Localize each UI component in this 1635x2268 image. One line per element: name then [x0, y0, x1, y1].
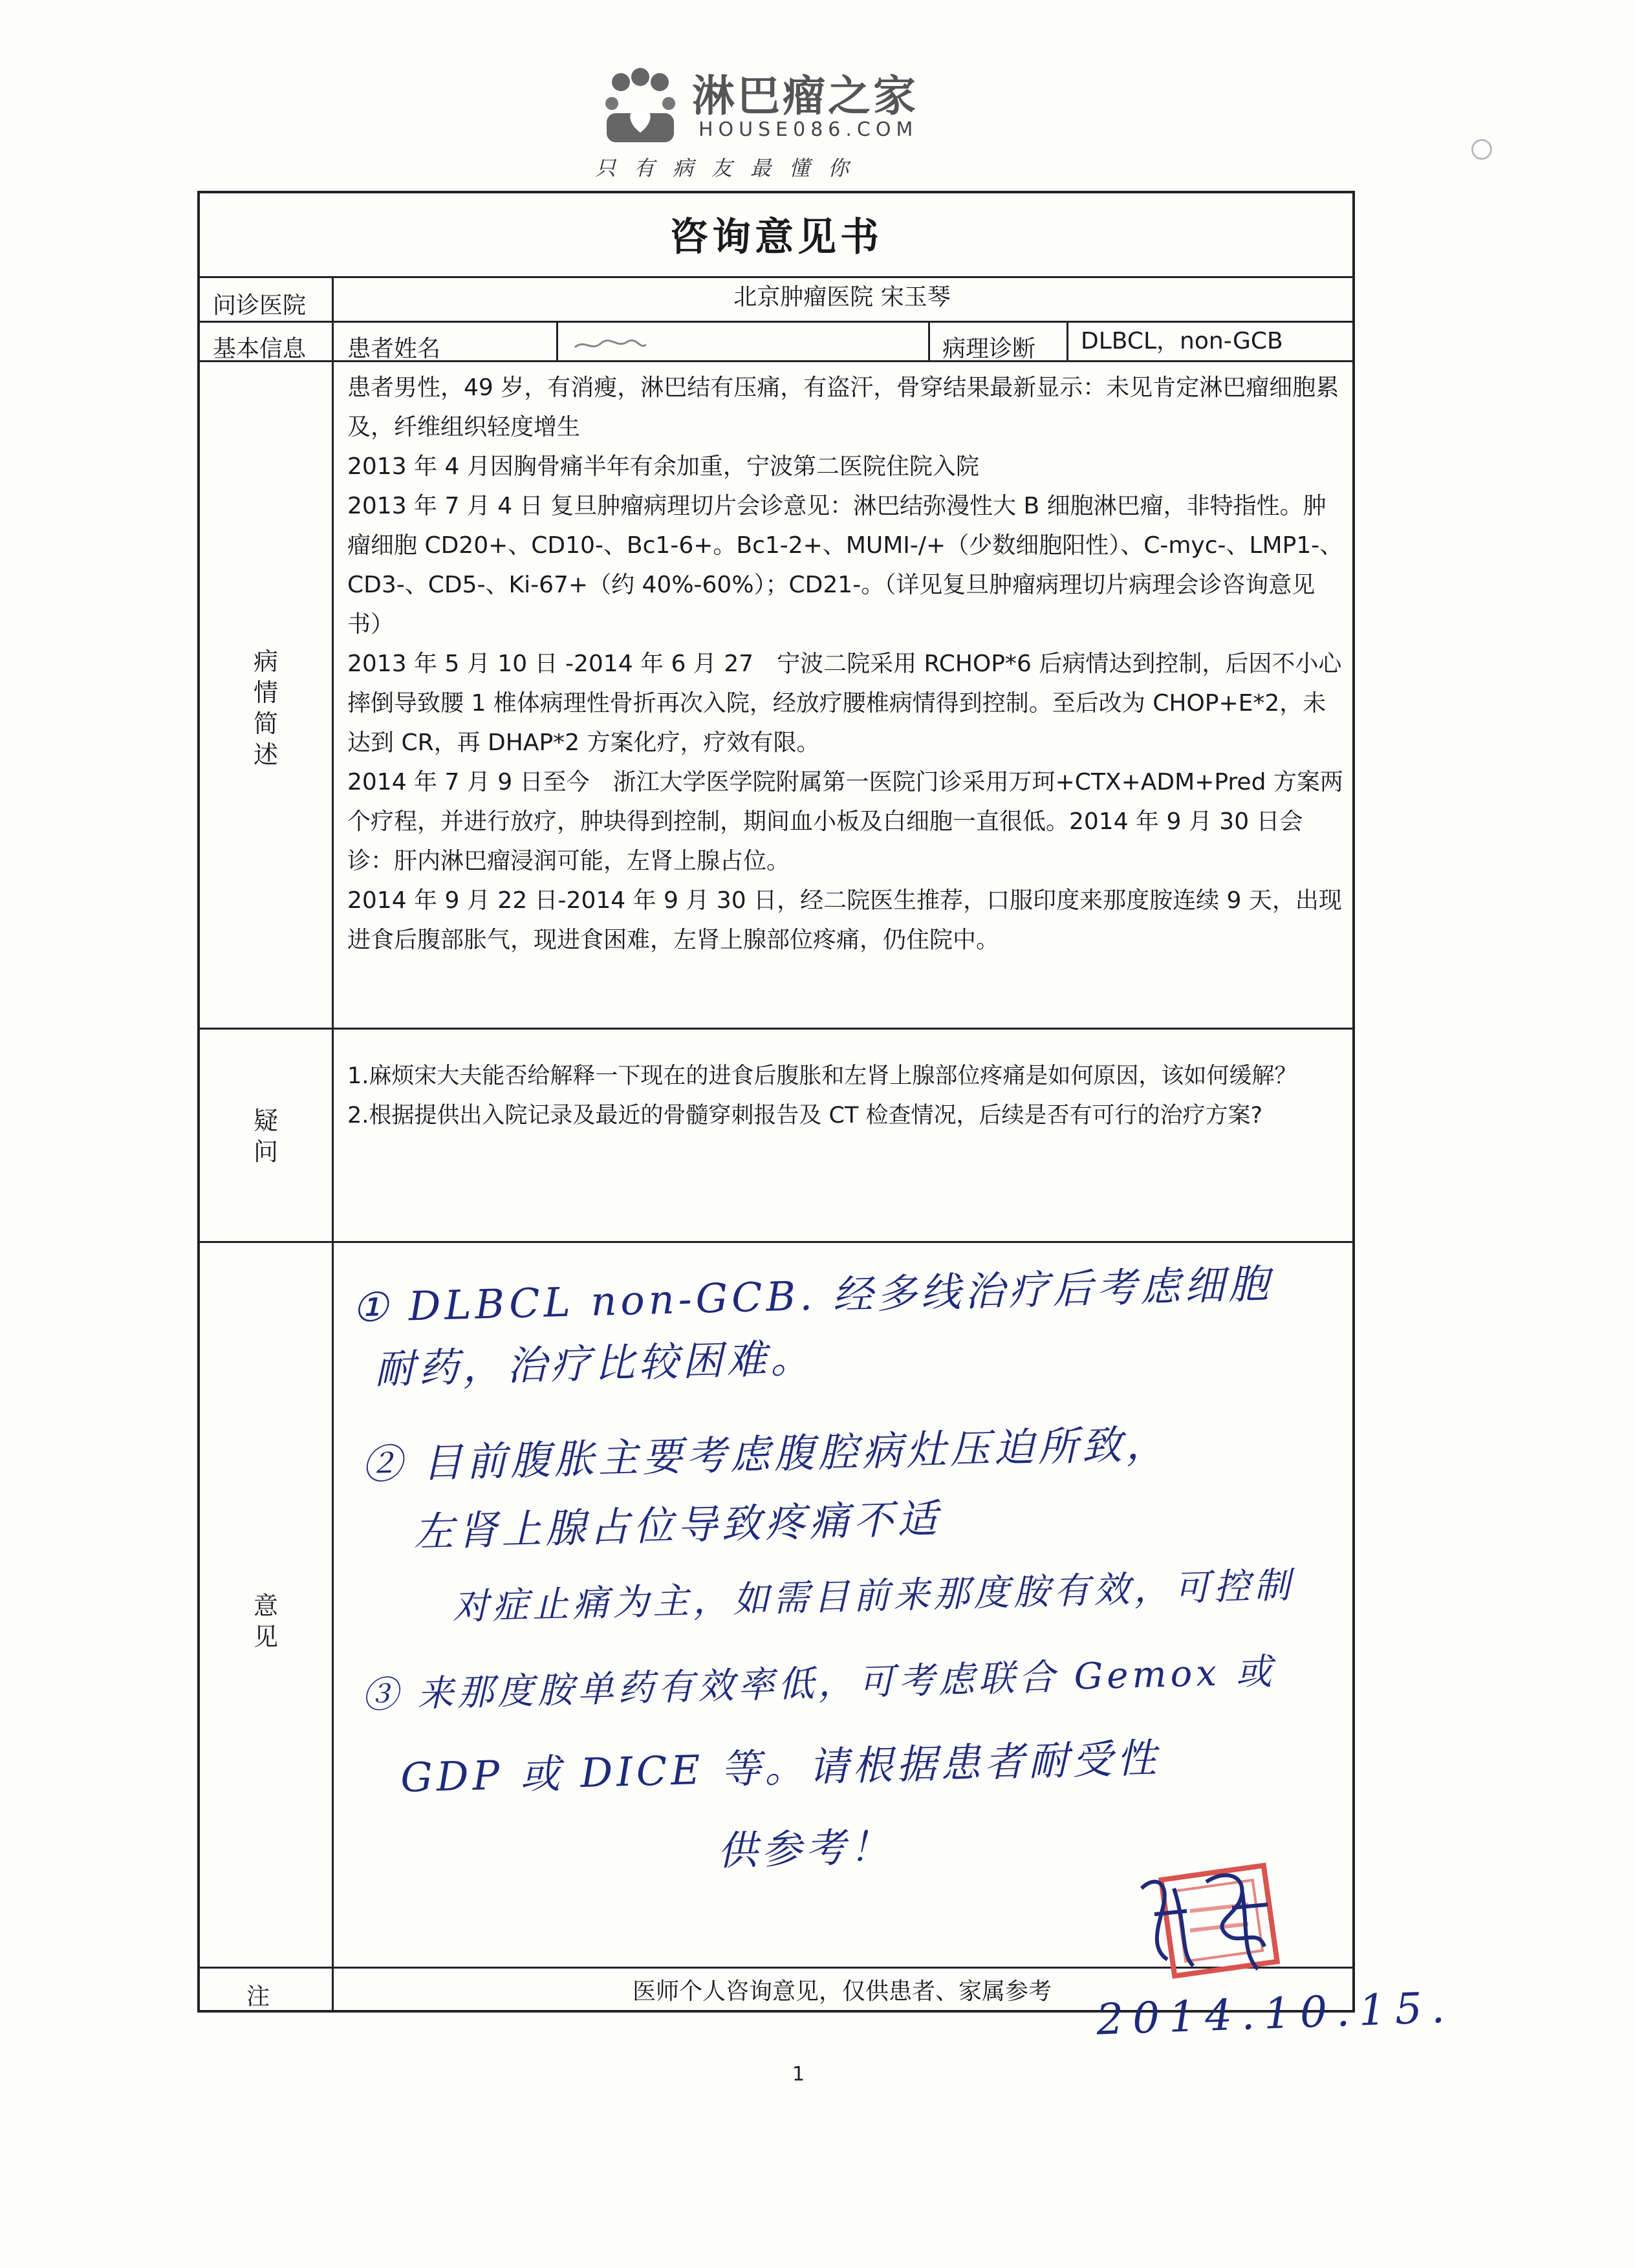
column-divider: [1067, 321, 1068, 360]
condition-paragraph: 2013 年 7 月 4 日 复旦肿瘤病理切片会诊意见：淋巴结弥漫性大 B 细胞淋巴瘤，非特指性。肿瘤细胞 CD20+、CD10-、Bc1-6+。Bc1-2+、MUMI-/+（少数细胞阳性）、C-myc-、LMP1-、CD3-、CD5-、Ki-67+（约 40%-60%）；CD21-。（详见复旦肿瘤病理切片病理会诊咨询意见书）: [347, 493, 1343, 638]
handwritten-opinion-line: 左肾上腺占位导致疼痛不适: [413, 1495, 942, 1556]
condition-paragraph: 2013 年 5 月 10 日 -2014 年 6 月 27 宁波二院采用 RCHOP*6 后病情达到控制，后因不小心摔倒导致腰 1 椎体病理性骨折再次入院，经放疗腰椎病情得到控制。至后改为 CHOP+E*2，未达到 CR，再 DHAP*2 方案化疗，疗效有限。: [347, 651, 1342, 756]
question-item: 1.麻烦宋大夫能否给解释一下现在的进食后腹胀和左肾上腺部位疼痛是如何原因，该如何缓解？: [347, 1063, 1297, 1089]
consultation-form: [197, 191, 1355, 2013]
logo-website: HOUSE086.COM: [698, 118, 918, 141]
question-item: 2.根据提供出入院记录及最近的骨髓穿刺报告及 CT 检查情况，后续是否有可行的治疗方案?: [347, 1103, 1263, 1129]
hospital-value: 北京肿瘤医院 宋玉琴: [733, 284, 951, 310]
column-divider: [556, 321, 558, 360]
people-group-icon: [601, 68, 679, 146]
handwritten-opinion-line: ③ 来那度胺单药有效率低，可考虑联合 Gemox 或: [361, 1650, 1277, 1717]
scan-mark: [1471, 139, 1492, 160]
handwritten-opinion-line: ① DLBCL non-GCB. 经多线治疗后考虑细胞: [351, 1260, 1273, 1332]
redacted-name-scribble: [572, 336, 649, 355]
patient-name-label: 患者姓名: [347, 336, 441, 362]
handwritten-date: 2014.10.15.: [1095, 1982, 1455, 2045]
form-title: 咨询意见书: [669, 215, 883, 260]
questions: [347, 1057, 1343, 1136]
page-number: 1: [792, 2063, 805, 2086]
basic-info-label: 基本信息: [213, 336, 307, 362]
divider: [200, 1241, 1352, 1243]
note-value: 医师个人咨询意见，仅供患者、家属参考: [632, 1978, 1052, 2005]
opinion-label: 意见: [253, 1592, 278, 1651]
divider: [200, 1028, 1352, 1030]
doctor-signature: [1129, 1850, 1297, 1979]
column-divider: [332, 276, 334, 2013]
question-label: 疑问: [253, 1107, 278, 1166]
handwritten-opinion-line: 供参考！: [717, 1822, 894, 1875]
condition-paragraph: 患者男性，49 岁，有消瘦，淋巴结有压痛，有盗汗，骨穿结果最新显示：未见肯定淋巴瘤细胞累及，纤维组织轻度增生: [347, 374, 1339, 440]
condition-summary: [347, 368, 1343, 960]
condition-paragraph: 2014 年 7 月 9 日至今 浙江大学医学院附属第一医院门诊采用万珂+CTX+ADM+Pred 方案两个疗程，并进行放疗，肿块得到控制，期间血小板及白细胞一直很低。2014 年 9 月 30 日会诊：肝内淋巴瘤浸润可能，左肾上腺占位。: [347, 769, 1343, 874]
note-label: 注: [246, 1983, 270, 2010]
divider: [200, 276, 1352, 278]
logo-name: 淋巴瘤之家: [692, 71, 918, 121]
pathology-label: 病理诊断: [942, 336, 1036, 362]
condition-label: 病情简述: [253, 647, 278, 769]
column-divider: [928, 321, 930, 360]
handwritten-opinion-line: 耐药，治疗比较困难。: [374, 1334, 815, 1393]
pathology-value: DLBCL，non-GCB: [1081, 328, 1283, 354]
condition-paragraph: 2014 年 9 月 22 日-2014 年 9 月 30 日，经二院医生推荐，口服印度来那度胺连续 9 天，出现进食后腹部胀气，现进食困难，左肾上腺部位疼痛，仍住院中。: [347, 887, 1342, 953]
logo-slogan: 只有病友最懂你: [595, 156, 867, 180]
handwritten-opinion-line: GDP 或 DICE 等。请根据患者耐受性: [400, 1734, 1161, 1802]
handwritten-opinion-line: 对症止痛为主，如需目前来那度胺有效，可控制: [451, 1564, 1295, 1629]
condition-paragraph: 2013 年 4 月因胸骨痛半年有余加重，宁波第二医院住院入院: [347, 453, 979, 480]
hospital-label: 问诊医院: [213, 292, 307, 319]
handwritten-opinion-line: ② 目前腹胀主要考虑腹腔病灶压迫所致，: [361, 1420, 1171, 1489]
site-logo: [595, 61, 951, 184]
